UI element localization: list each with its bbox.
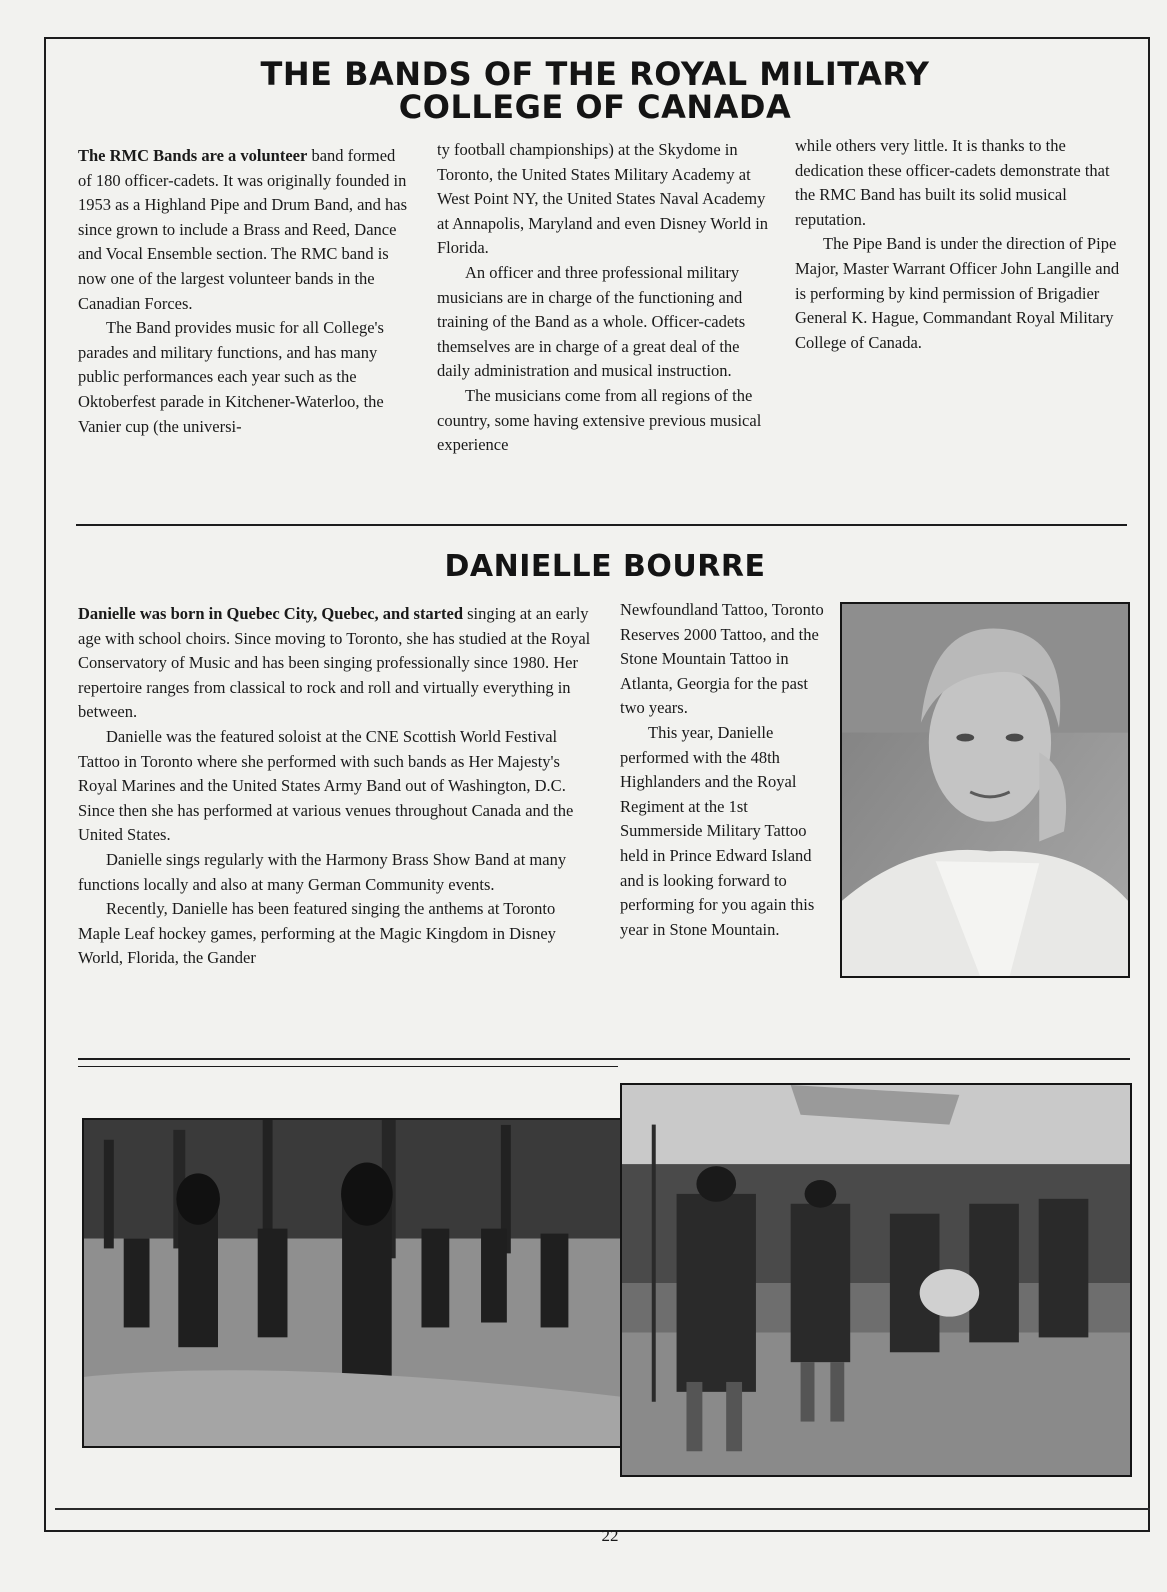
section-divider xyxy=(78,1058,1130,1060)
bio-paragraph: This year, Danielle performed with the 48th Highlanders and the Royal Regiment at the 1st Summerside Military Tattoo held in Prince Edward Island and is looking forward to performing for you again this year in Stone Mountain. xyxy=(620,722,815,939)
bio-column-2 xyxy=(620,598,825,942)
bio-lead-text: Danielle was born in Quebec City, Quebec, and started xyxy=(78,604,464,623)
bio-paragraph: Danielle was the featured soloist at the CNE Scottish World Festival Tattoo in Toronto where she performed with such bands as Her Majesty's Royal Marines and the United States Army Band out of Washington, D.C. Since then she has performed at various venues throughout Canada and the United States. xyxy=(78,726,574,845)
rmc-paragraph: while others very little. It is thanks to the dedication these officer-cadets demonstrate that the RMC Band has built its solid musical reputation. xyxy=(795,136,1110,229)
section-title-danielle-bourre: DANIELLE BOURRE xyxy=(444,549,766,584)
section-title-rmc-bands xyxy=(200,55,990,126)
bio-paragraph: singing at an early age with school choirs. Since moving to Toronto, she has studied at the Royal Conservatory of Music and has been singing professionally since 1980. Her repertoire ranges from classical to rock and roll and virtually everything in between. xyxy=(78,604,591,722)
rmc-paragraph: ty football championships) at the Skydome in Toronto, the United States Military Academy at West Point NY, the United States Naval Academy at Annapolis, Maryland and even Disney World in Florida. xyxy=(437,140,769,258)
rmc-paragraph: band formed of 180 officer-cadets. It was originally founded in 1953 as a Highland Pipe and Drum Band, and has since grown to include a Brass and Reed, Dance and Vocal Ensemble section. The RMC band is now one of the largest volunteer bands in the Canadian Forces. xyxy=(78,146,408,313)
rmc-column-2 xyxy=(437,138,772,458)
bio-paragraph: Recently, Danielle has been featured singing the anthems at Toronto Maple Leaf hockey games, performing at the Magic Kingdom in Disney World, Florida, the Gander xyxy=(78,899,556,968)
pipe-band-field-photo xyxy=(620,1083,1132,1477)
page-number: 22 xyxy=(601,1526,619,1545)
rmc-column-1 xyxy=(78,144,408,439)
rmc-paragraph: The Band provides music for all College's parades and military functions, and has many public performances each year such as the Oktoberfest parade in Kitchener-Waterloo, the Vanier cup (the universi- xyxy=(78,318,384,436)
section-divider-thin xyxy=(78,1066,618,1067)
pipe-band-march-photo xyxy=(82,1118,622,1448)
rmc-column-3 xyxy=(795,134,1125,355)
rmc-paragraph: An officer and three professional military musicians are in charge of the functioning and training of the Band as a whole. Officer-cadets themselves are in charge of a great deal of the daily administration and musical instruction. xyxy=(437,262,746,381)
frame-edge xyxy=(55,1508,1150,1510)
title-line-1: THE BANDS OF THE ROYAL MILITARY xyxy=(260,55,930,93)
bio-paragraph: Danielle sings regularly with the Harmony Brass Show Band at many functions locally and also at many German Community events. xyxy=(78,849,567,894)
rmc-paragraph: The musicians come from all regions of the country, some having extensive previous musical experience xyxy=(437,385,762,455)
rmc-lead-text: The RMC Bands are a volunteer xyxy=(78,146,308,165)
section-divider xyxy=(76,524,1127,526)
title-line-2: COLLEGE OF CANADA xyxy=(398,88,792,126)
bio-column-1 xyxy=(78,602,593,971)
bio-paragraph: Newfoundland Tattoo, Toronto Reserves 2000 Tattoo, and the Stone Mountain Tattoo in Atlanta, Georgia for the past two years. xyxy=(620,600,824,718)
rmc-paragraph: The Pipe Band is under the direction of Pipe Major, Master Warrant Officer John Langille and is performing by kind permission of Brigadier General K. Hague, Commandant Royal Military College of Canada. xyxy=(795,234,1120,352)
portrait-photo xyxy=(840,602,1130,978)
